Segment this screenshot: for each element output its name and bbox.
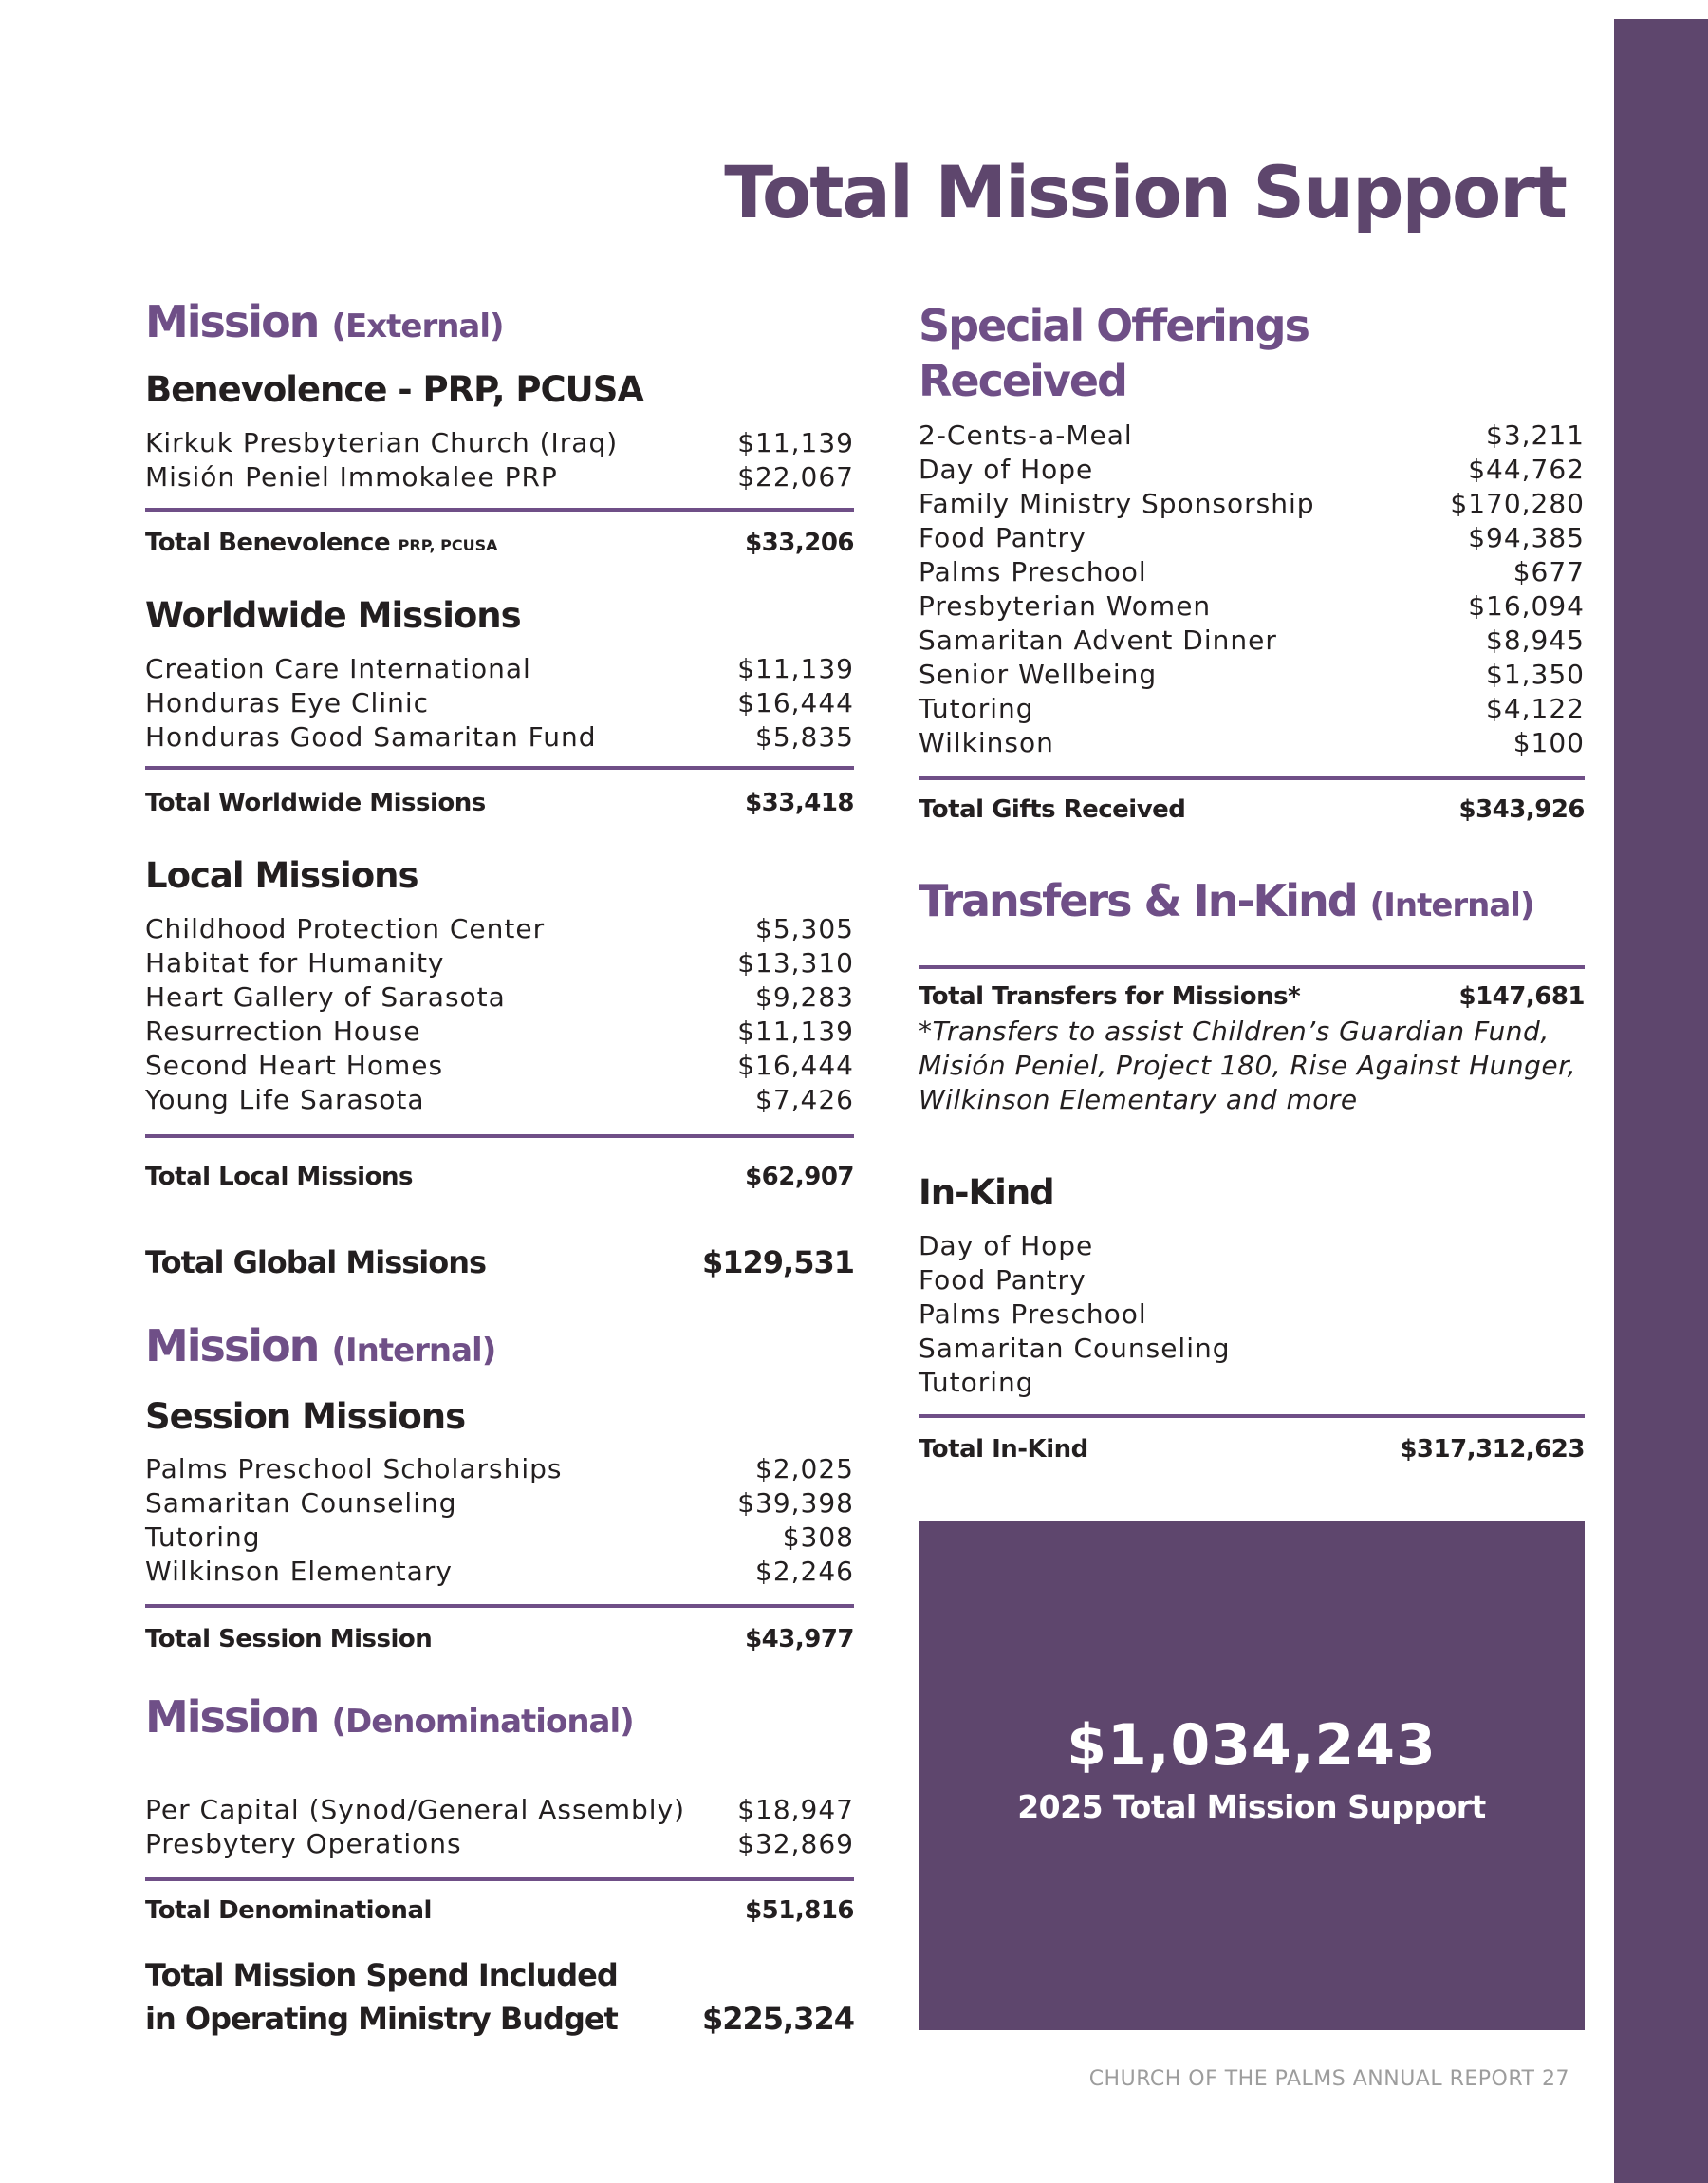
list-item: Family Ministry Sponsorship $170,280 xyxy=(919,488,1585,519)
worldwide-missions-heading: Worldwide Missions xyxy=(145,595,521,636)
divider xyxy=(919,776,1585,780)
divider xyxy=(145,766,854,770)
session-missions-list xyxy=(145,1452,854,1589)
list-item: Day of Hope xyxy=(919,1230,1094,1261)
in-kind-list xyxy=(919,1229,1585,1400)
list-item: Tutoring xyxy=(919,1367,1034,1398)
list-item: Food Pantry $94,385 xyxy=(919,522,1585,553)
special-offerings-list xyxy=(919,419,1585,760)
denominational-total: Total Denominational $51,816 xyxy=(145,1896,854,1925)
transfers-in-kind-heading: Transfers & In-Kind (Internal) xyxy=(919,875,1534,926)
decorative-sidebar xyxy=(1614,19,1708,2183)
divider xyxy=(145,1134,854,1138)
list-item: Palms Preschool xyxy=(919,1298,1147,1330)
list-item: Second Heart Homes $16,444 xyxy=(145,1050,854,1081)
local-missions-total: Total Local Missions $62,907 xyxy=(145,1163,854,1191)
list-item: Day of Hope $44,762 xyxy=(919,454,1585,485)
list-item: Young Life Sarasota $7,426 xyxy=(145,1084,854,1115)
page-title: Total Mission Support xyxy=(724,150,1566,234)
mission-denominational-heading: Mission (Denominational) xyxy=(145,1691,634,1743)
global-missions-total: Total Global Missions $129,531 xyxy=(145,1244,854,1280)
transfers-note: *Transfers to assist Children’s Guardian Fund, Misión Peniel, Project 180, Rise Against Hunger, Wilkinson Elementary and more xyxy=(919,1016,1576,1115)
list-item: Heart Gallery of Sarasota $9,283 xyxy=(145,981,854,1013)
total-mission-support-box xyxy=(919,1521,1585,2030)
list-item: Samaritan Advent Dinner $8,945 xyxy=(919,625,1585,656)
list-item: Wilkinson Elementary $2,246 xyxy=(145,1556,854,1587)
list-item: Presbytery Operations $32,869 xyxy=(145,1828,854,1859)
in-kind-total: Total In-Kind $317,312,623 xyxy=(919,1435,1585,1464)
benevolence-heading: Benevolence - PRP, PCUSA xyxy=(145,369,644,410)
divider xyxy=(919,1414,1585,1418)
list-item: Wilkinson $100 xyxy=(919,727,1585,758)
list-item: Per Capital (Synod/General Assembly) $18,947 xyxy=(145,1794,854,1825)
list-item: Palms Preschool $677 xyxy=(919,556,1585,588)
denominational-list xyxy=(145,1793,854,1861)
page-number: 27 xyxy=(1542,2067,1569,2091)
total-mission-support-amount: $1,034,243 xyxy=(1067,1712,1437,1779)
list-item: Honduras Eye Clinic $16,444 xyxy=(145,687,854,718)
divider xyxy=(145,1604,854,1608)
in-kind-heading: In-Kind xyxy=(919,1172,1054,1213)
transfers-total: Total Transfers for Missions* $147,681 xyxy=(919,982,1585,1011)
list-item: Tutoring $4,122 xyxy=(919,693,1585,724)
list-item: Food Pantry xyxy=(919,1264,1086,1296)
worldwide-missions-list xyxy=(145,652,854,755)
total-mission-support-label: 2025 Total Mission Support xyxy=(1017,1788,1486,1825)
operating-budget-total: Total Mission Spend Included in Operating Ministry Budget $225,324 xyxy=(145,1957,854,2037)
gifts-received-total: Total Gifts Received $343,926 xyxy=(919,795,1585,824)
local-missions-list xyxy=(145,912,854,1117)
list-item: Misión Peniel Immokalee PRP $22,067 xyxy=(145,461,854,493)
special-offerings-heading: Special Offerings Received xyxy=(919,300,1309,406)
list-item: Kirkuk Presbyterian Church (Iraq) $11,139 xyxy=(145,427,854,458)
divider xyxy=(919,965,1585,969)
footer-text: CHURCH OF THE PALMS ANNUAL REPORT xyxy=(1088,2067,1535,2091)
list-item: Creation Care International $11,139 xyxy=(145,653,854,684)
worldwide-missions-total: Total Worldwide Missions $33,418 xyxy=(145,789,854,817)
list-item: Tutoring $308 xyxy=(145,1521,854,1553)
list-item: Samaritan Counseling $39,398 xyxy=(145,1487,854,1519)
page-footer xyxy=(1089,2067,1569,2091)
list-item: Senior Wellbeing $1,350 xyxy=(919,659,1585,690)
mission-internal-heading: Mission (Internal) xyxy=(145,1320,496,1371)
divider xyxy=(145,508,854,512)
list-item: Childhood Protection Center $5,305 xyxy=(145,913,854,944)
benevolence-total: Total Benevolence PRP, PCUSA $33,206 xyxy=(145,529,854,557)
list-item: Honduras Good Samaritan Fund $5,835 xyxy=(145,721,854,753)
session-missions-heading: Session Missions xyxy=(145,1396,466,1437)
list-item: Palms Preschool Scholarships $2,025 xyxy=(145,1453,854,1484)
session-missions-total: Total Session Mission $43,977 xyxy=(145,1625,854,1653)
local-missions-heading: Local Missions xyxy=(145,855,418,896)
list-item: Samaritan Counseling xyxy=(919,1333,1231,1364)
list-item: Presbyterian Women $16,094 xyxy=(919,590,1585,622)
list-item: Habitat for Humanity $13,310 xyxy=(145,947,854,979)
divider xyxy=(145,1877,854,1881)
list-item: Resurrection House $11,139 xyxy=(145,1016,854,1047)
list-item: 2-Cents-a-Meal $3,211 xyxy=(919,420,1585,451)
mission-external-heading: Mission (External) xyxy=(145,296,504,347)
benevolence-list xyxy=(145,426,854,494)
